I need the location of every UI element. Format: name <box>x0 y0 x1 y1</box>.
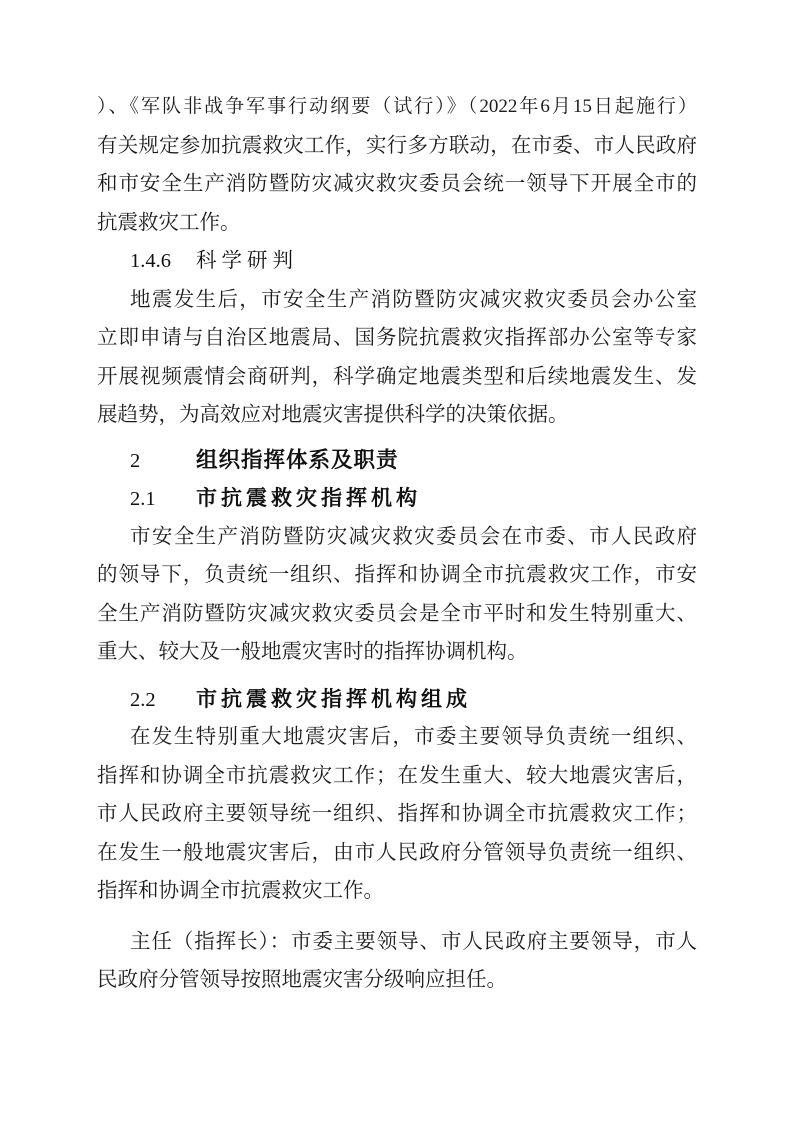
heading-1-4-6 <box>97 242 697 281</box>
text-line: 指挥和协调全市抗震救灾工作；在发生重大、较大地震灾害后， <box>97 764 697 787</box>
text-line: 在发生特别重大地震灾害后，市委主要领导负责统一组织、 <box>130 726 697 748</box>
text-line: ）、《军队非战争军事行动纲要（试行）》（2022年6月15日起施行） <box>97 96 697 117</box>
document-content <box>97 88 697 1000</box>
text-line: 民政府分管领导按照地震灾害分级响应担任。 <box>97 969 507 991</box>
paragraph-continued <box>97 88 697 242</box>
paragraph-director <box>97 923 697 1000</box>
section-number: 2.1 <box>130 488 156 510</box>
text-line: 立即申请与自治区地震局、国务院抗震救灾指挥部办公室等专家 <box>97 327 697 349</box>
section-title: 科学研判 <box>196 250 298 272</box>
section-title: 市抗震救灾指挥机构组成 <box>196 686 471 711</box>
text-line: 开展视频震情会商研判，科学确定地震类型和后续地震发生、发 <box>97 365 697 388</box>
text-line: 指挥和协调全市抗震救灾工作。 <box>97 880 384 902</box>
text-line: 有关规定参加抗震救灾工作，实行多方联动，在市委、市人民政府 <box>97 134 697 157</box>
section-title: 市抗震救灾指挥机构 <box>196 486 421 510</box>
text-line: 市安全生产消防暨防灾减灾救灾委员会在市委、市人民政府 <box>130 525 697 548</box>
section-title: 组织指挥体系及职责 <box>196 447 399 472</box>
text-line: 的领导下，负责统一组织、指挥和协调全市抗震救灾工作，市安 <box>97 564 697 586</box>
heading-2-1 <box>97 479 697 518</box>
section-number: 1.4.6 <box>130 250 171 272</box>
text-line: 主任（指挥长）：市委主要领导、市人民政府主要领导，市人 <box>130 930 697 953</box>
paragraph-command-organ <box>97 518 697 672</box>
paragraph-command-composition <box>97 718 697 911</box>
heading-2-2 <box>97 680 697 719</box>
text-line: 重大、较大及一般地震灾害时的指挥协调机构。 <box>97 641 528 663</box>
text-line: 展趋势，为高效应对地震灾害提供科学的决策依据。 <box>97 404 569 426</box>
text-line: 抗震救灾工作。 <box>97 211 241 234</box>
text-line: 在发生一般地震灾害后，由市人民政府分管领导负责统一组织、 <box>97 841 697 864</box>
text-line: 市人民政府主要领导统一组织、指挥和协调全市抗震救灾工作； <box>97 803 697 825</box>
paragraph-science-assessment <box>97 281 697 435</box>
section-number: 2.2 <box>130 688 156 711</box>
section-number: 2 <box>130 449 141 472</box>
heading-2 <box>97 441 697 480</box>
text-line: 全生产消防暨防灾减灾救灾委员会是全市平时和发生特别重大、 <box>97 602 697 625</box>
text-line: 地震发生后，市安全生产消防暨防灾减灾救灾委员会办公室 <box>130 288 697 311</box>
text-line: 和市安全生产消防暨防灾减灾救灾委员会统一领导下开展全市的 <box>97 173 697 195</box>
